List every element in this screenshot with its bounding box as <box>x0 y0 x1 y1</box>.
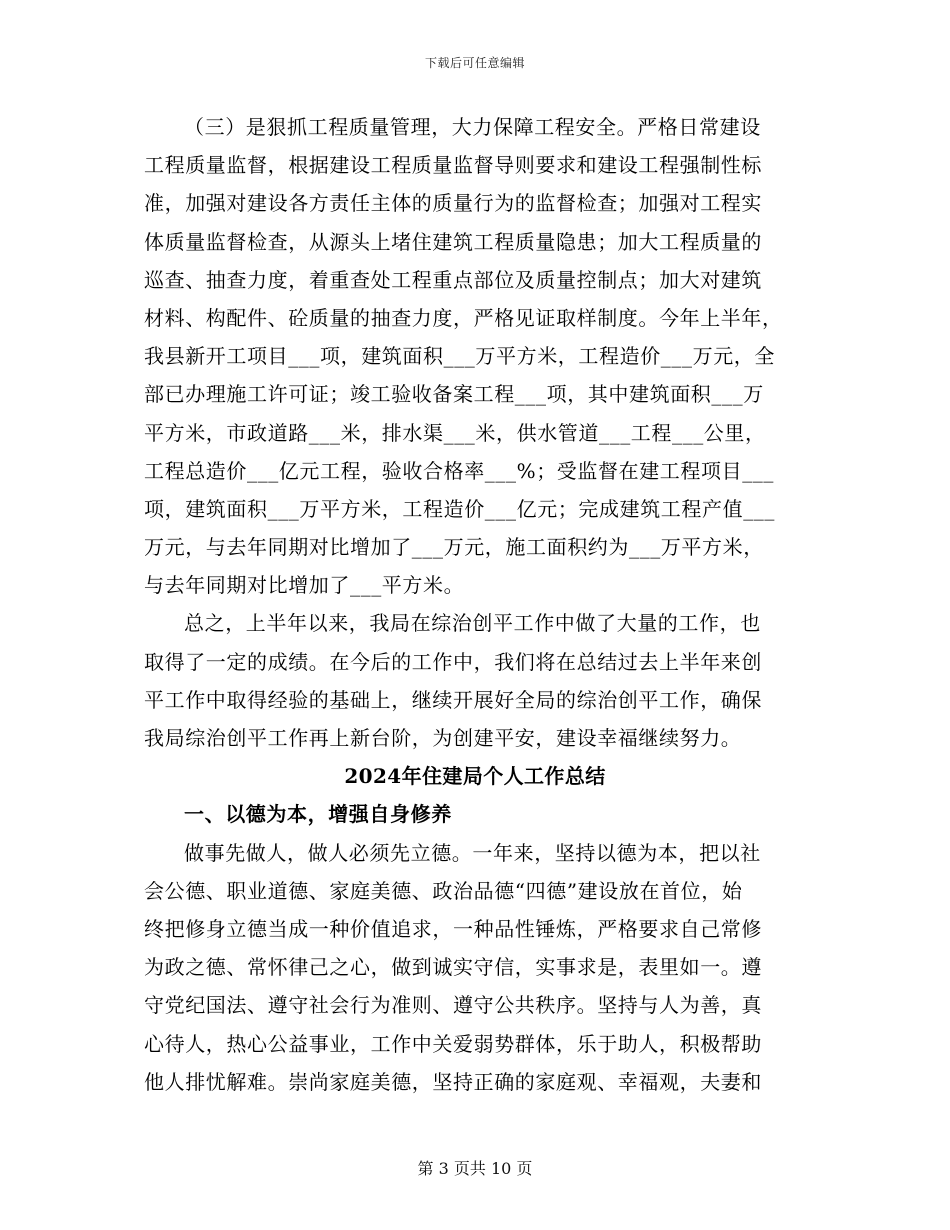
paragraph-line: 体质量监督检查，从源头上堵住建筑工程质量隐患；加大工程质量的 <box>144 229 762 254</box>
page-footer: 第 3 页共 10 页 <box>417 1159 533 1178</box>
paragraph-line: 我县新开工项目___项，建筑面积___万平方米，工程造价___万元，全 <box>144 344 775 369</box>
paragraph-line: 我局综治创平工作再上新台阶，为创建平安，建设幸福继续努力。 <box>144 726 742 750</box>
paragraph-line: 工程总造价___亿元工程，验收合格率___%；受监督在建工程项目___ <box>144 458 775 483</box>
paragraph-line: 项，建筑面积___万平方米，工程造价___亿元；完成建筑工程产值___ <box>144 496 775 521</box>
document-title: 2024年住建局个人工作总结 <box>344 764 606 789</box>
paragraph-line: 守党纪国法、遵守社会行为准则、遵守公共秩序。坚持与人为善，真 <box>144 993 762 1018</box>
paragraph-line: 平工作中取得经验的基础上，继续开展好全局的综治创平工作，确保 <box>144 687 762 712</box>
paragraph-line: 他人排忧解难。崇尚家庭美德，坚持正确的家庭观、幸福观，夫妻和 <box>144 1069 762 1094</box>
section-heading: 一、以德为本，增强自身修养 <box>184 802 452 827</box>
paragraph-line: （三）是狠抓工程质量管理，大力保障工程安全。严格日常建设 <box>184 115 761 139</box>
page-header: 下载后可任意编辑 <box>424 56 525 70</box>
paragraph-line: 万元，与去年同期对比增加了___万元，施工面积约为___万平方米， <box>144 535 764 560</box>
paragraph-line: 取得了一定的成绩。在今后的工作中，我们将在总结过去上半年来创 <box>144 649 762 674</box>
paragraph-line: 终把修身立德当成一种价值追求，一种品性锤炼，严格要求自己常修 <box>144 916 762 941</box>
paragraph-line: 会公德、职业道德、家庭美德、政治品德“四德”建设放在首位，始 <box>144 878 743 903</box>
document-body <box>144 108 806 1101</box>
paragraph-line: 材料、构配件、砼质量的抽查力度，严格见证取样制度。今年上半年， <box>144 305 783 330</box>
paragraph-line: 巡查、抽查力度，着重查处工程重点部位及质量控制点；加大对建筑 <box>144 267 762 292</box>
paragraph-line: 心待人，热心公益事业，工作中关爱弱势群体，乐于助人，积极帮助 <box>144 1031 762 1056</box>
paragraph-line: 平方米，市政道路___米，排水渠___米，供水管道___工程___公里， <box>144 420 766 445</box>
paragraph-line: 为政之德、常怀律己之心，做到诚实守信，实事求是，表里如一。遵 <box>144 955 762 980</box>
paragraph-line: 工程质量监督，根据建设工程质量监督导则要求和建设工程强制性标 <box>144 153 762 178</box>
paragraph-line: 准，加强对建设各方责任主体的质量行为的监督检查；加强对工程实 <box>144 191 762 216</box>
paragraph-line: 做事先做人，做人必须先立德。一年来，坚持以德为本，把以社 <box>184 840 761 865</box>
paragraph-line: 总之，上半年以来，我局在综治创平工作中做了大量的工作，也 <box>184 611 761 636</box>
paragraph-line: 部已办理施工许可证；竣工验收备案工程___项，其中建筑面积___万 <box>144 382 764 407</box>
paragraph-line: 与去年同期对比增加了___平方米。 <box>144 573 465 598</box>
